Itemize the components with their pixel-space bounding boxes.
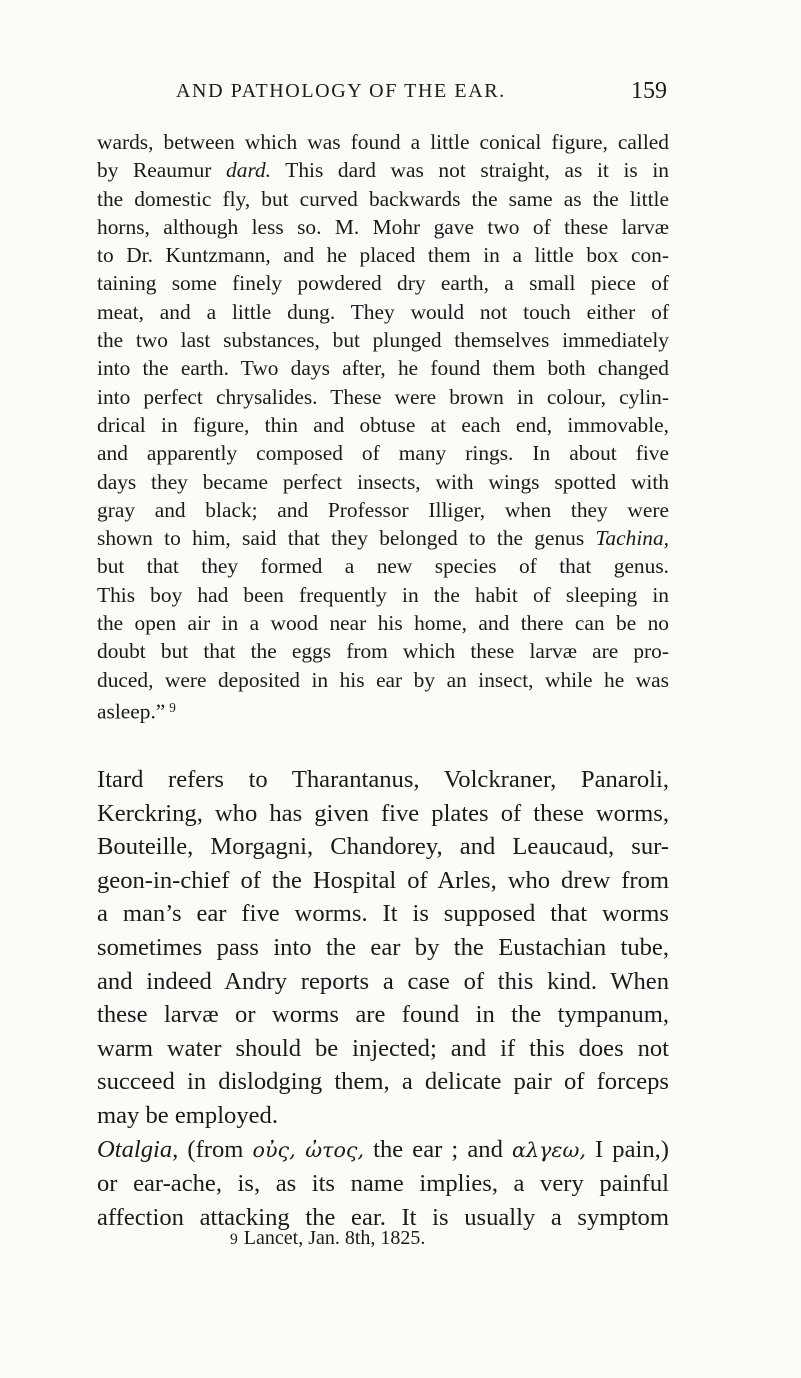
text-line: affection attacking the ear. It is usually a symptom	[97, 1203, 669, 1231]
text-line: geon-in-chief of the Hospital of Arles, who drew from	[97, 866, 669, 894]
main-text	[97, 763, 669, 1234]
text-line: succeed in dislodging them, a delicate pair of forceps	[97, 1068, 669, 1096]
text-line: Kerckring, who has given five plates of these worms,	[97, 799, 669, 827]
page-header	[0, 80, 801, 114]
text-line: or ear-ache, is, as its name implies, a very painful	[97, 1170, 669, 1198]
text-line: horns, although less so. M. Mohr gave two of these larvæ	[97, 214, 669, 239]
text-line: This boy had been frequently in the habit of sleeping in	[97, 582, 669, 607]
text-run: I pain,)	[585, 1135, 669, 1163]
running-head: AND PATHOLOGY OF THE EAR.	[176, 80, 506, 102]
text-line: gray and black; and Professor Illiger, when they were	[97, 497, 669, 522]
text-line: and indeed Andry reports a case of this kind. When	[97, 967, 669, 995]
text-line: wards, between which was found a little conical figure, called	[97, 130, 669, 154]
footnote-text: Lancet, Jan. 8th, 1825.	[243, 1227, 426, 1249]
text-line	[97, 156, 669, 184]
text-line: doubt but that the eggs from which these larvæ are pro-	[97, 639, 669, 664]
text-line: and apparently composed of many rings. In about five	[97, 441, 669, 466]
text-line: taining some finely powdered dry earth, a small piece of	[97, 271, 669, 296]
text-line: the two last substances, but plunged themselves immediately	[97, 328, 669, 353]
text-line	[97, 694, 669, 726]
text-line: these larvæ or worms are found in the tympanum,	[97, 1001, 669, 1029]
text-run: the ear ; and	[364, 1135, 512, 1163]
italic-term: Otalgia,	[97, 1135, 179, 1163]
text-line: warm water should be injected; and if this does not	[97, 1034, 669, 1062]
text-line: drical in figure, thin and obtuse at each end, immovable,	[97, 412, 669, 437]
text-run: by Reaumur	[97, 158, 227, 183]
text-line: but that they formed a new species of that genus.	[97, 554, 669, 579]
footnote-mark: 9	[230, 1231, 238, 1248]
text-run: shown to him, said that they belonged to the genus	[97, 526, 596, 551]
footnote-reference: 9	[169, 699, 176, 715]
text-line: duced, were deposited in his ear by an insect, while he was	[97, 667, 669, 692]
text-line: days they became perfect insects, with wings spotted with	[97, 469, 669, 494]
text-line: the open air in a wood near his home, and there can be no	[97, 611, 669, 636]
text-line	[97, 1133, 669, 1168]
paragraph-continued	[97, 128, 669, 726]
text-line: may be employed.	[97, 1101, 278, 1129]
text-line: meat, and a little dung. They would not touch either of	[97, 299, 669, 324]
footnote	[230, 1227, 425, 1250]
text-run: asleep.”	[97, 699, 166, 724]
page-number: 159	[631, 78, 667, 104]
italic-term: dard.	[226, 158, 272, 183]
text-line: the domestic fly, but curved backwards the same as the little	[97, 186, 669, 211]
text-run: This dard was not straight, as it is in	[271, 158, 669, 183]
text-line: sometimes pass into the ear by the Eustachian tube,	[97, 933, 669, 961]
text-run: (from	[178, 1135, 253, 1163]
text-line: a man’s ear five worms. It is supposed that worms	[97, 900, 669, 928]
text-line: Itard refers to Tharantanus, Volckraner, Panaroli,	[97, 766, 669, 793]
text-line: into the earth. Two days after, he found them both changed	[97, 356, 669, 381]
italic-term: Tachina,	[595, 526, 669, 551]
greek-word: οὐς, ὠτος,	[252, 1137, 365, 1162]
text-line: to Dr. Kuntzmann, and he placed them in a little box con-	[97, 243, 669, 268]
text-line: into perfect chrysalides. These were brown in colour, cylin-	[97, 384, 669, 409]
greek-word: αλγεω,	[512, 1137, 586, 1162]
text-line: Bouteille, Morgagni, Chandorey, and Leaucaud, sur-	[97, 833, 669, 861]
text-line	[97, 524, 669, 552]
